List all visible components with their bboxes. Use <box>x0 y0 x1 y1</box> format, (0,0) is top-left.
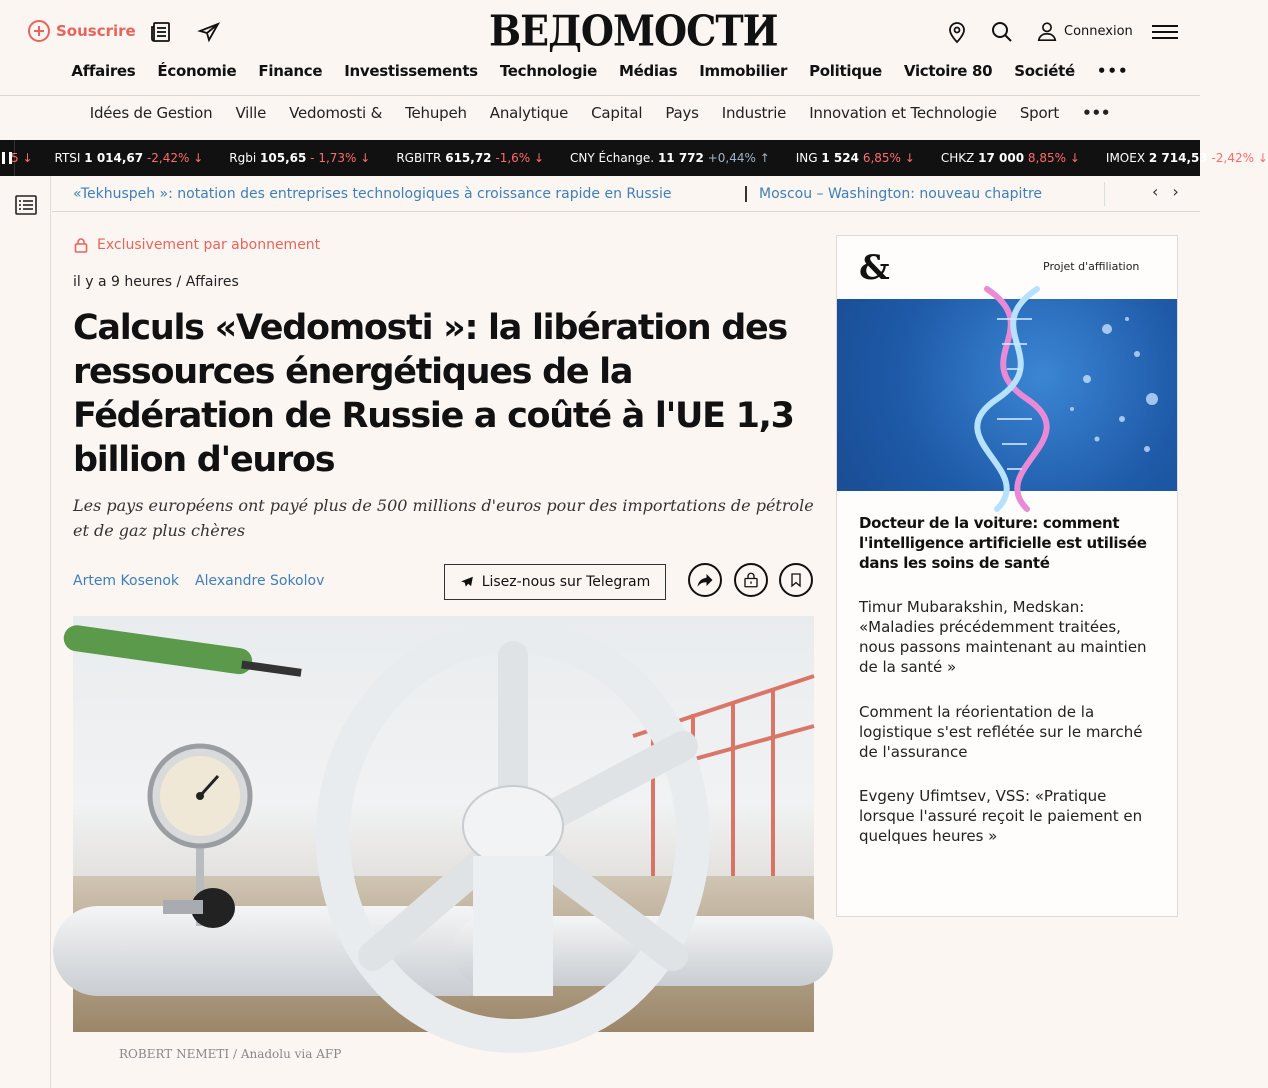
affiliate-project-label: Projet d'affiliation <box>1043 260 1140 273</box>
gift-article-button[interactable] <box>734 563 768 597</box>
subnav-item-vedomosti-and[interactable]: Vedomosti & <box>289 104 383 122</box>
article-list-icon[interactable] <box>15 195 37 215</box>
share-arrow-icon <box>696 571 714 589</box>
article-authors <box>73 573 324 589</box>
subnav-item-ville[interactable]: Ville <box>235 104 267 122</box>
secondary-nav <box>0 104 1200 130</box>
market-ticker <box>0 140 1268 176</box>
article-section-link[interactable]: Affaires <box>185 274 239 290</box>
exclusive-badge <box>73 237 320 253</box>
top-header <box>0 0 1200 60</box>
article-subtitle: Les pays européens ont payé plus de 500 millions d'euros pour des importations de pétrole et de gaz plus chères <box>73 496 814 540</box>
nav-item-victoire-80[interactable]: Victoire 80 <box>903 62 993 80</box>
ticker-item[interactable]: CHKZ 17 000 8,85% ↓ <box>940 151 1080 165</box>
plus-circle-icon <box>28 20 50 42</box>
ticker-item[interactable]: IMOEX 2 714,53 -2,42% ↓ <box>1105 151 1268 165</box>
strip-headline-link[interactable]: Moscou – Washington: nouveau chapitre <box>759 186 1043 202</box>
article-title: Calculs «Vedomosti »: la libération des ressources énergétiques de la Fédération de Russie a coûté à l'UE 1,3 billion d'euros <box>73 308 794 480</box>
strip-arrows <box>1152 182 1179 201</box>
share-button[interactable] <box>688 563 722 597</box>
ticker-items <box>11 151 1268 165</box>
subnav-item-sport[interactable]: Sport <box>1019 104 1060 122</box>
menu-icon[interactable] <box>1152 25 1178 39</box>
gas-valve-photo-illustration <box>73 616 814 1032</box>
subnav-item-pays[interactable]: Pays <box>665 104 699 122</box>
ticker-item[interactable]: RGBITR 615,72 -1,6% ↓ <box>396 151 545 165</box>
bookmark-icon <box>788 572 804 588</box>
dna-helix-image[interactable] <box>837 299 1177 491</box>
sidebar-news-link[interactable]: Comment la réorientation de la logistique s'est reflétée sur le marché de l'assurance <box>859 703 1143 761</box>
sidebar-news-link[interactable]: Evgeny Ufimtsev, VSS: «Pratique lorsque l'assuré reçoit le paiement en quelques heures » <box>859 787 1143 845</box>
nav-more-icon[interactable]: ••• <box>1096 62 1129 80</box>
affiliate-sidebar <box>836 235 1178 917</box>
location-pin-icon[interactable] <box>945 20 969 44</box>
ticker-item[interactable]: CNY Échange. 11 772 +0,44% ↑ <box>570 151 770 165</box>
lock-icon <box>73 237 89 253</box>
gift-lock-icon <box>742 571 760 589</box>
primary-nav <box>0 62 1200 92</box>
telegram-button-label: Lisez-nous sur Telegram <box>481 574 651 590</box>
login-button[interactable] <box>1036 20 1133 42</box>
nav-item-economie[interactable]: Économie <box>157 62 237 80</box>
strip-fade-divider <box>1104 182 1105 206</box>
strip-headline-link[interactable]: «Tekhuspeh »: notation des entreprises technologiques à croissance rapide en Russie <box>73 186 672 202</box>
strip-divider <box>745 186 747 202</box>
dna-helix-illustration <box>837 299 1177 491</box>
subnav-item-industrie[interactable]: Industrie <box>721 104 787 122</box>
nav-item-politique[interactable]: Politique <box>809 62 882 80</box>
ticker-item[interactable]: RTSI 1 014,67 -2,42% ↓ <box>54 151 204 165</box>
subnav-item-tehupeh[interactable]: Tehupeh <box>405 104 467 122</box>
chevron-right-icon[interactable]: › <box>1172 182 1179 201</box>
author-link[interactable]: Alexandre Sokolov <box>195 573 325 589</box>
author-link[interactable]: Artem Kosenok <box>73 573 180 589</box>
left-rail <box>0 176 51 1088</box>
user-icon <box>1036 20 1058 42</box>
login-label: Connexion <box>1064 23 1133 39</box>
nav-item-investissements[interactable]: Investissements <box>344 62 478 80</box>
article-photo <box>73 616 814 1032</box>
article <box>52 213 832 1088</box>
ticker-item[interactable]: ING 1 524 6,85% ↓ <box>795 151 915 165</box>
newspaper-icon[interactable] <box>149 20 173 44</box>
sidebar-news-link[interactable]: Timur Mubarakshin, Medskan: «Maladies précédemment traitées, nous passons maintenant au maintien de la santé » <box>859 598 1147 676</box>
nav-item-technologie[interactable]: Technologie <box>499 62 597 80</box>
telegram-icon[interactable] <box>197 20 221 44</box>
telegram-icon <box>460 575 474 589</box>
nav-item-immobilier[interactable]: Immobilier <box>699 62 788 80</box>
subnav-item-innovation[interactable]: Innovation et Technologie <box>809 104 997 122</box>
search-icon[interactable] <box>990 20 1014 44</box>
nav-item-medias[interactable]: Médias <box>618 62 678 80</box>
subnav-item-analytique[interactable]: Analytique <box>489 104 569 122</box>
article-time: il y a 9 heures <box>73 274 173 290</box>
nav-item-societe[interactable]: Société <box>1014 62 1075 80</box>
ticker-lead-fragment: 5 ↓ <box>11 151 33 165</box>
ticker-item[interactable]: Rgbi 105,65 - 1,73% ↓ <box>229 151 371 165</box>
exclusive-label: Exclusivement par abonnement <box>97 237 321 253</box>
subscribe-button[interactable] <box>28 20 136 42</box>
nav-divider <box>0 95 1200 96</box>
photo-credit: ROBERT NEMETI / Anadolu via AFP <box>119 1047 342 1061</box>
bookmark-button[interactable] <box>779 563 813 597</box>
nav-item-affaires[interactable]: Affaires <box>71 62 136 80</box>
subscribe-label: Souscrire <box>56 22 136 40</box>
nav-item-finance[interactable]: Finance <box>258 62 323 80</box>
subnav-more-icon[interactable]: ••• <box>1082 104 1111 122</box>
headline-strip <box>52 176 1200 212</box>
telegram-button[interactable] <box>444 564 666 600</box>
sidebar-lead-link[interactable]: Docteur de la voiture: comment l'intelligence artificielle est utilisée dans les soins de santé <box>859 514 1147 572</box>
site-logo[interactable]: ВЕДОМОСТИ <box>489 5 778 56</box>
meta-separator: / <box>176 274 182 290</box>
chevron-left-icon[interactable]: ‹ <box>1152 182 1159 201</box>
subnav-item-idees-de-gestion[interactable]: Idées de Gestion <box>89 104 213 122</box>
vedomosti-and-logo[interactable]: & <box>859 248 890 288</box>
subnav-item-capital[interactable]: Capital <box>591 104 643 122</box>
article-meta <box>73 274 239 290</box>
